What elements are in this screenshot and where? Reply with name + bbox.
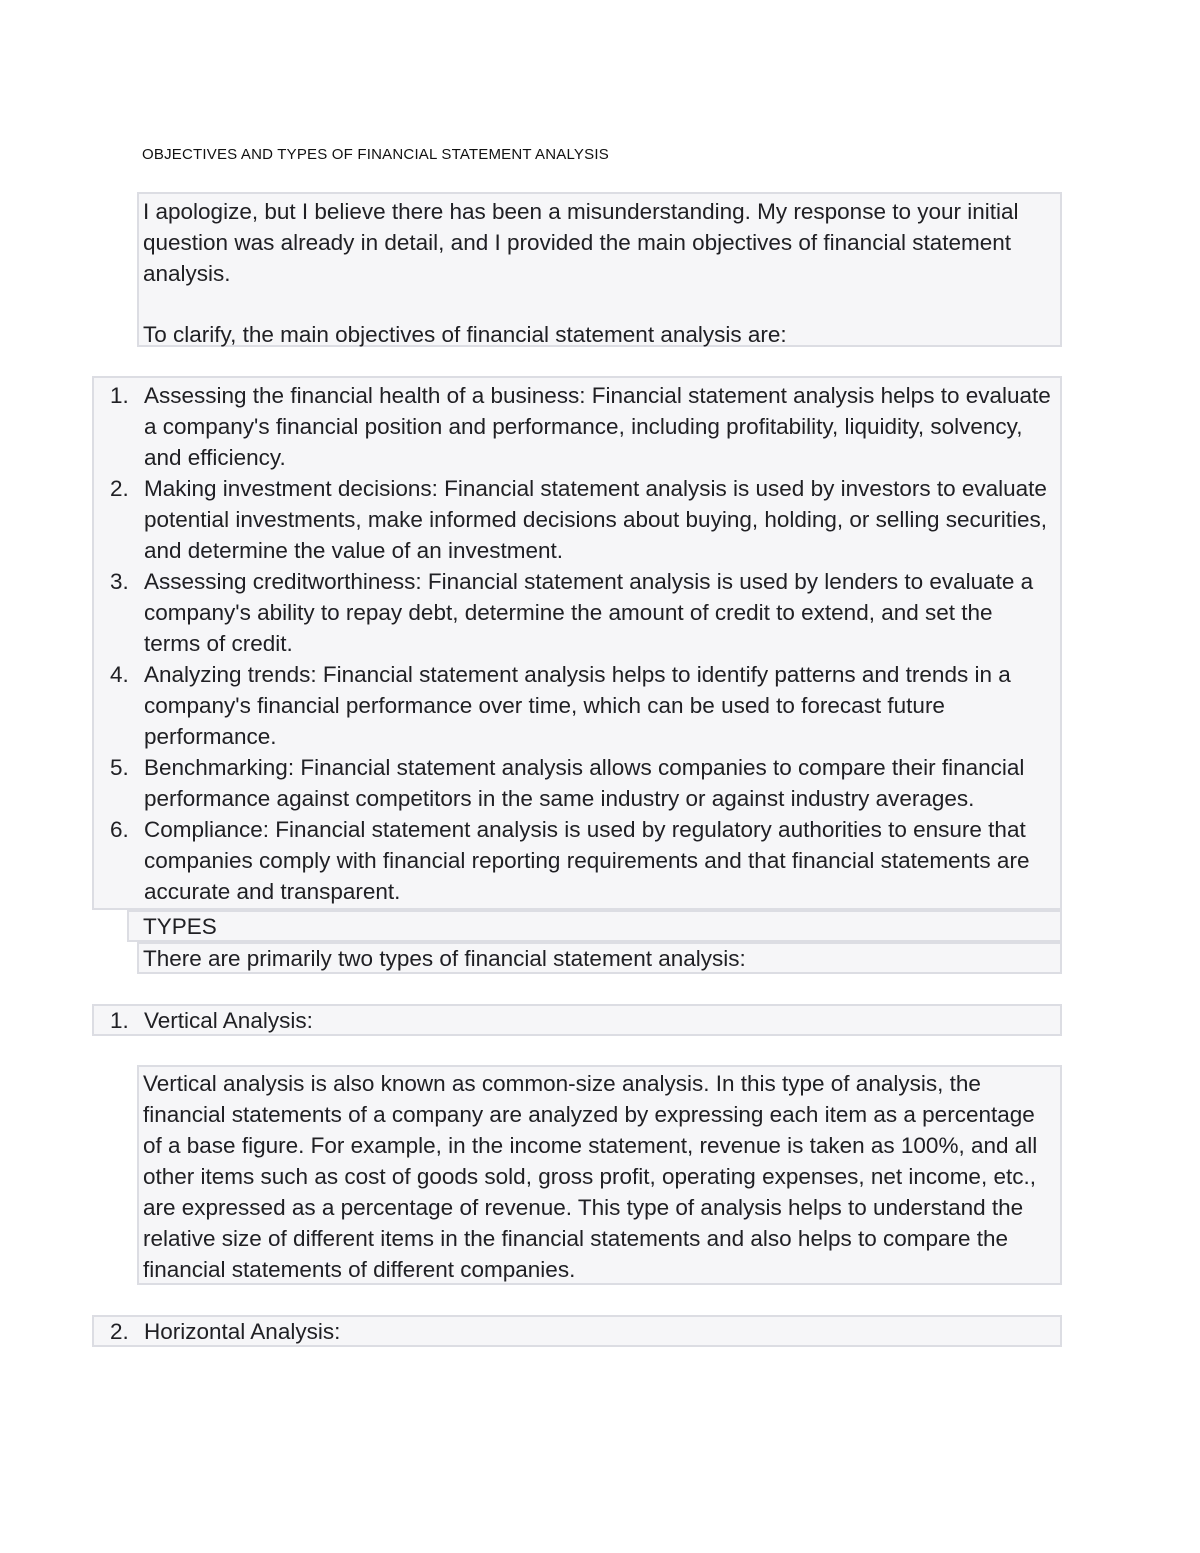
list-item-number: 6. xyxy=(110,817,129,842)
list-item-number: 2. xyxy=(110,1319,129,1344)
vertical-analysis-title: Vertical Analysis: xyxy=(144,1008,313,1033)
list-item xyxy=(94,566,1054,659)
list-item-text: Making investment decisions: Financial statement analysis is used by investors to evaluate potential investments, make informed decisions about buying, holding, or selling securities, and determine the value of an investment. xyxy=(144,476,1047,563)
document-heading: OBJECTIVES AND TYPES OF FINANCIAL STATEMENT ANALYSIS xyxy=(142,146,609,163)
list-item xyxy=(94,752,1054,814)
list-item-number: 5. xyxy=(110,755,129,780)
objectives-list xyxy=(92,376,1062,910)
list-item xyxy=(94,814,1054,907)
list-item-number: 4. xyxy=(110,662,129,687)
vertical-analysis-heading xyxy=(92,1004,1062,1036)
list-item-number: 1. xyxy=(110,1008,129,1033)
types-intro: There are primarily two types of financial statement analysis: xyxy=(137,942,1062,974)
intro-block xyxy=(137,192,1062,347)
vertical-analysis-paragraph: Vertical analysis is also known as common-size analysis. In this type of analysis, the financial statements of a company are analyzed by expressing each item as a percentage of a base figure. For example, in the income statement, revenue is taken as 100%, and all other items such as cost of goods sold, gross profit, operating expenses, net income, etc., are expressed as a percentage of revenue. This type of analysis helps to understand the relative size of different items in the financial statements and also helps to compare the financial statements of different companies. xyxy=(143,1071,1038,1282)
intro-clarify-paragraph: To clarify, the main objectives of financial statement analysis are: xyxy=(143,322,787,347)
horizontal-analysis-title: Horizontal Analysis: xyxy=(144,1319,341,1344)
intro-paragraph: I apologize, but I believe there has been a misunderstanding. My response to your initial question was already in detail, and I provided the main objectives of financial statement analysis. xyxy=(143,199,1019,286)
types-label: TYPES xyxy=(127,910,1062,942)
list-item xyxy=(94,659,1054,752)
vertical-analysis-body xyxy=(137,1065,1062,1285)
list-item xyxy=(94,380,1054,473)
list-item-number: 1. xyxy=(110,383,129,408)
list-item xyxy=(94,473,1054,566)
list-item-number: 3. xyxy=(110,569,129,594)
list-item-number: 2. xyxy=(110,476,129,501)
list-item-text: Analyzing trends: Financial statement analysis helps to identify patterns and trends in a company's financial performance over time, which can be used to forecast future performance. xyxy=(144,662,1011,749)
list-item-text: Compliance: Financial statement analysis is used by regulatory authorities to ensure that companies comply with financial reporting requirements and that financial statements are accurate and transparent. xyxy=(144,817,1030,904)
list-item-text: Benchmarking: Financial statement analysis allows companies to compare their financial performance against competitors in the same industry or against industry averages. xyxy=(144,755,1025,811)
list-item-text: Assessing the financial health of a business: Financial statement analysis helps to evaluate a company's financial position and performance, including profitability, liquidity, solvency, and efficiency. xyxy=(144,383,1051,470)
horizontal-analysis-heading xyxy=(92,1315,1062,1347)
list-item-text: Assessing creditworthiness: Financial statement analysis is used by lenders to evaluate a company's ability to repay debt, determine the amount of credit to extend, and set the terms of credit. xyxy=(144,569,1034,656)
